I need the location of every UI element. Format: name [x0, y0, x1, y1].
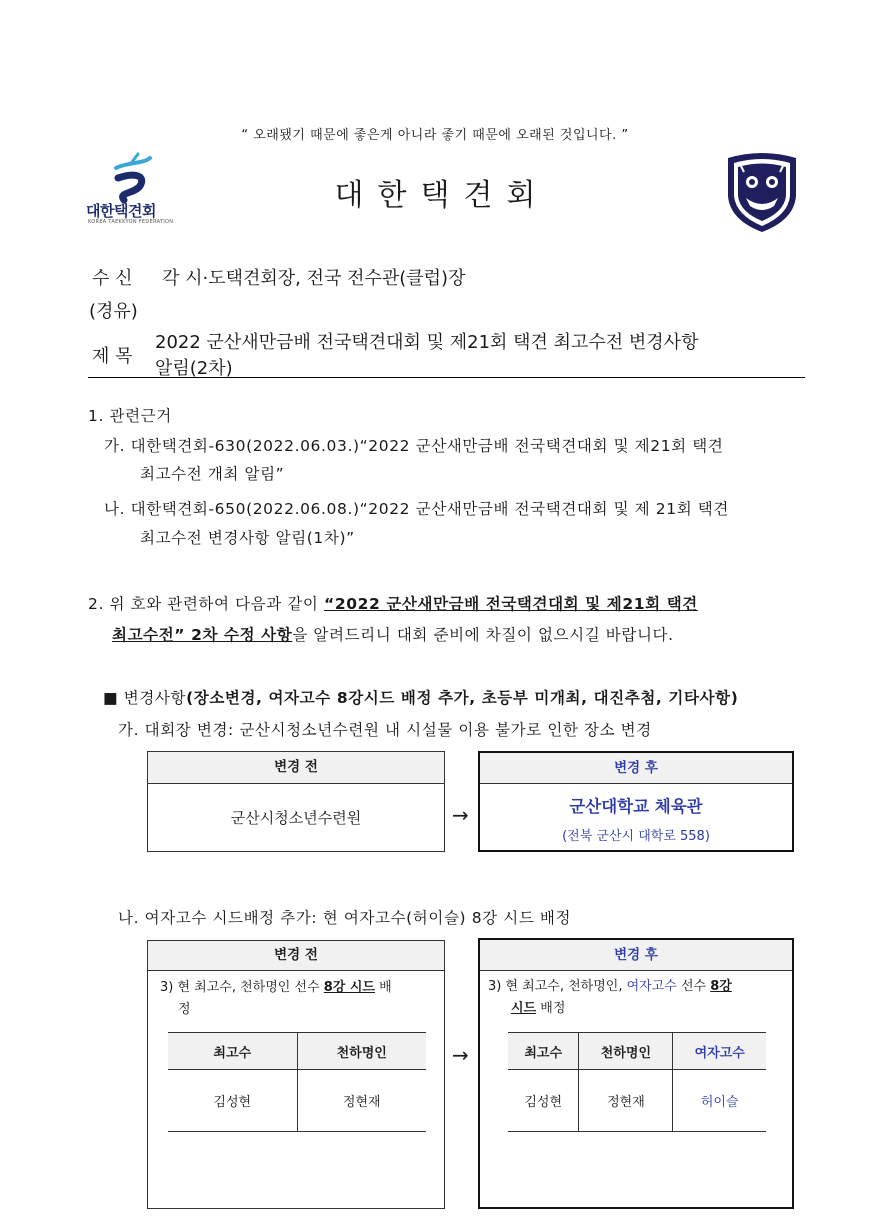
reference-a-line2: 최고수전 개최 알림” [140, 465, 285, 483]
venue-after-value: 군산대학교 체육관 [569, 797, 703, 816]
seed-after-text-b: 선수 [676, 979, 711, 994]
seed-after-col-1: 최고수 [508, 1033, 579, 1070]
reference-a-line1: 가. 대한택견회-630(2022.06.03.)“2022 군산새만금배 전국택견대회 및 제21회 택견 [104, 437, 724, 455]
logo-text: 대한택견회 [86, 202, 156, 220]
seed-after-header: 변경 후 [480, 940, 792, 971]
seed-after-text-blue: 여자고수 [626, 979, 677, 994]
subject-label: 제 목 [92, 346, 133, 367]
recipient-label: 수 신 [92, 268, 133, 289]
seed-before-text-bold: 8강 시드 [323, 980, 375, 995]
bullet-square-icon: ■ [103, 689, 119, 707]
subject-line-2: 알림(2차) [155, 358, 233, 379]
seed-heading: 나. 여자고수 시드배정 추가: 현 여자고수(허이슬) 8강 시드 배정 [118, 909, 572, 927]
seed-before-text-c: 정 [178, 1002, 191, 1017]
header-divider [88, 377, 805, 378]
seed-before-text [148, 971, 444, 1021]
section2-prefix: 2. 위 호와 관련하여 다음과 같이 [88, 595, 325, 613]
seed-arrow-icon: → [452, 1043, 469, 1067]
seed-after-col-3: 여자고수 [694, 1045, 745, 1061]
venue-after-address: (전북 군산시 대학로 558) [562, 829, 710, 844]
dokkaebi-emblem-icon [722, 150, 802, 234]
reference-b-line1: 나. 대한택견회-650(2022.06.08.)“2022 군산새만금배 전국택견대회 및 제 21회 택견 [104, 500, 729, 518]
changes-label: 변경사항 [123, 689, 187, 707]
seed-before-col-1: 최고수 [168, 1033, 297, 1070]
seed-before-header: 변경 전 [148, 941, 444, 971]
seed-before-val-1: 김성현 [168, 1070, 297, 1132]
section2-line1 [88, 592, 698, 614]
seed-after-text-bold2: 시드 [511, 1001, 537, 1016]
venue-after-header: 변경 후 [480, 753, 792, 784]
seed-before-text-a: 3) 현 최고수, 천하명인 선수 [160, 980, 324, 995]
seed-after-text-c: 배정 [536, 1001, 566, 1016]
motto: “ 오래됐기 때문에 좋은게 아니라 좋기 때문에 오래된 것입니다. ” [241, 128, 629, 143]
reference-b-line2: 최고수전 변경사항 알림(1차)” [140, 529, 355, 547]
section2-highlight-1: “2022 군산새만금배 전국택견대회 및 제21회 택견 [324, 595, 698, 613]
seed-before-table [168, 1032, 426, 1132]
seed-before-val-2: 정현재 [342, 1095, 381, 1110]
seed-after-val-1: 김성현 [508, 1070, 579, 1132]
recipient: 각 시·도택견회장, 전국 전수관(클럽)장 [162, 268, 466, 289]
subject-line-1: 2022 군산새만금배 전국택견대회 및 제21회 택견 최고수전 변경사항 [155, 332, 699, 353]
venue-heading: 가. 대회장 변경: 군산시청소년수련원 내 시설물 이용 불가로 인한 장소 변경 [118, 721, 652, 739]
venue-before-header: 변경 전 [148, 752, 444, 784]
org-title: 대한택견회 [334, 178, 550, 213]
venue-arrow-icon: → [452, 803, 469, 827]
seed-after-box [478, 938, 794, 1209]
seed-before-text-b: 배 [374, 980, 392, 995]
venue-after-box [478, 751, 794, 852]
section2-suffix: 을 알려드리니 대회 준비에 차질이 없으시길 바랍니다. [292, 626, 674, 644]
venue-before-box [147, 751, 445, 852]
logo-subtext: KOREA TAEKKYON FEDERATION [88, 219, 174, 225]
changes-heading [103, 686, 738, 708]
seed-after-val-3: 허이슬 [700, 1095, 739, 1110]
seed-after-val-2: 정현재 [579, 1070, 673, 1132]
seed-before-col-2: 천하명인 [336, 1045, 387, 1061]
via-label: (경유) [89, 301, 138, 322]
changes-summary: (장소변경, 여자고수 8강시드 배정 추가, 초등부 미개최, 대진추첨, 기타사항) [186, 689, 739, 707]
section2-highlight-2: 최고수전” 2차 수정 사항 [112, 626, 293, 644]
seed-after-text-a: 3) 현 최고수, 천하명인, [488, 979, 627, 994]
seed-after-col-2: 천하명인 [579, 1033, 673, 1070]
venue-before-value: 군산시청소년수련원 [230, 809, 362, 827]
seed-after-text-bold: 8강 [710, 979, 732, 994]
section1-heading: 1. 관련근거 [88, 407, 172, 425]
seed-after-table [508, 1032, 766, 1132]
section2-line2 [112, 623, 674, 645]
seed-after-text [480, 971, 792, 1020]
seed-before-box [147, 940, 445, 1209]
